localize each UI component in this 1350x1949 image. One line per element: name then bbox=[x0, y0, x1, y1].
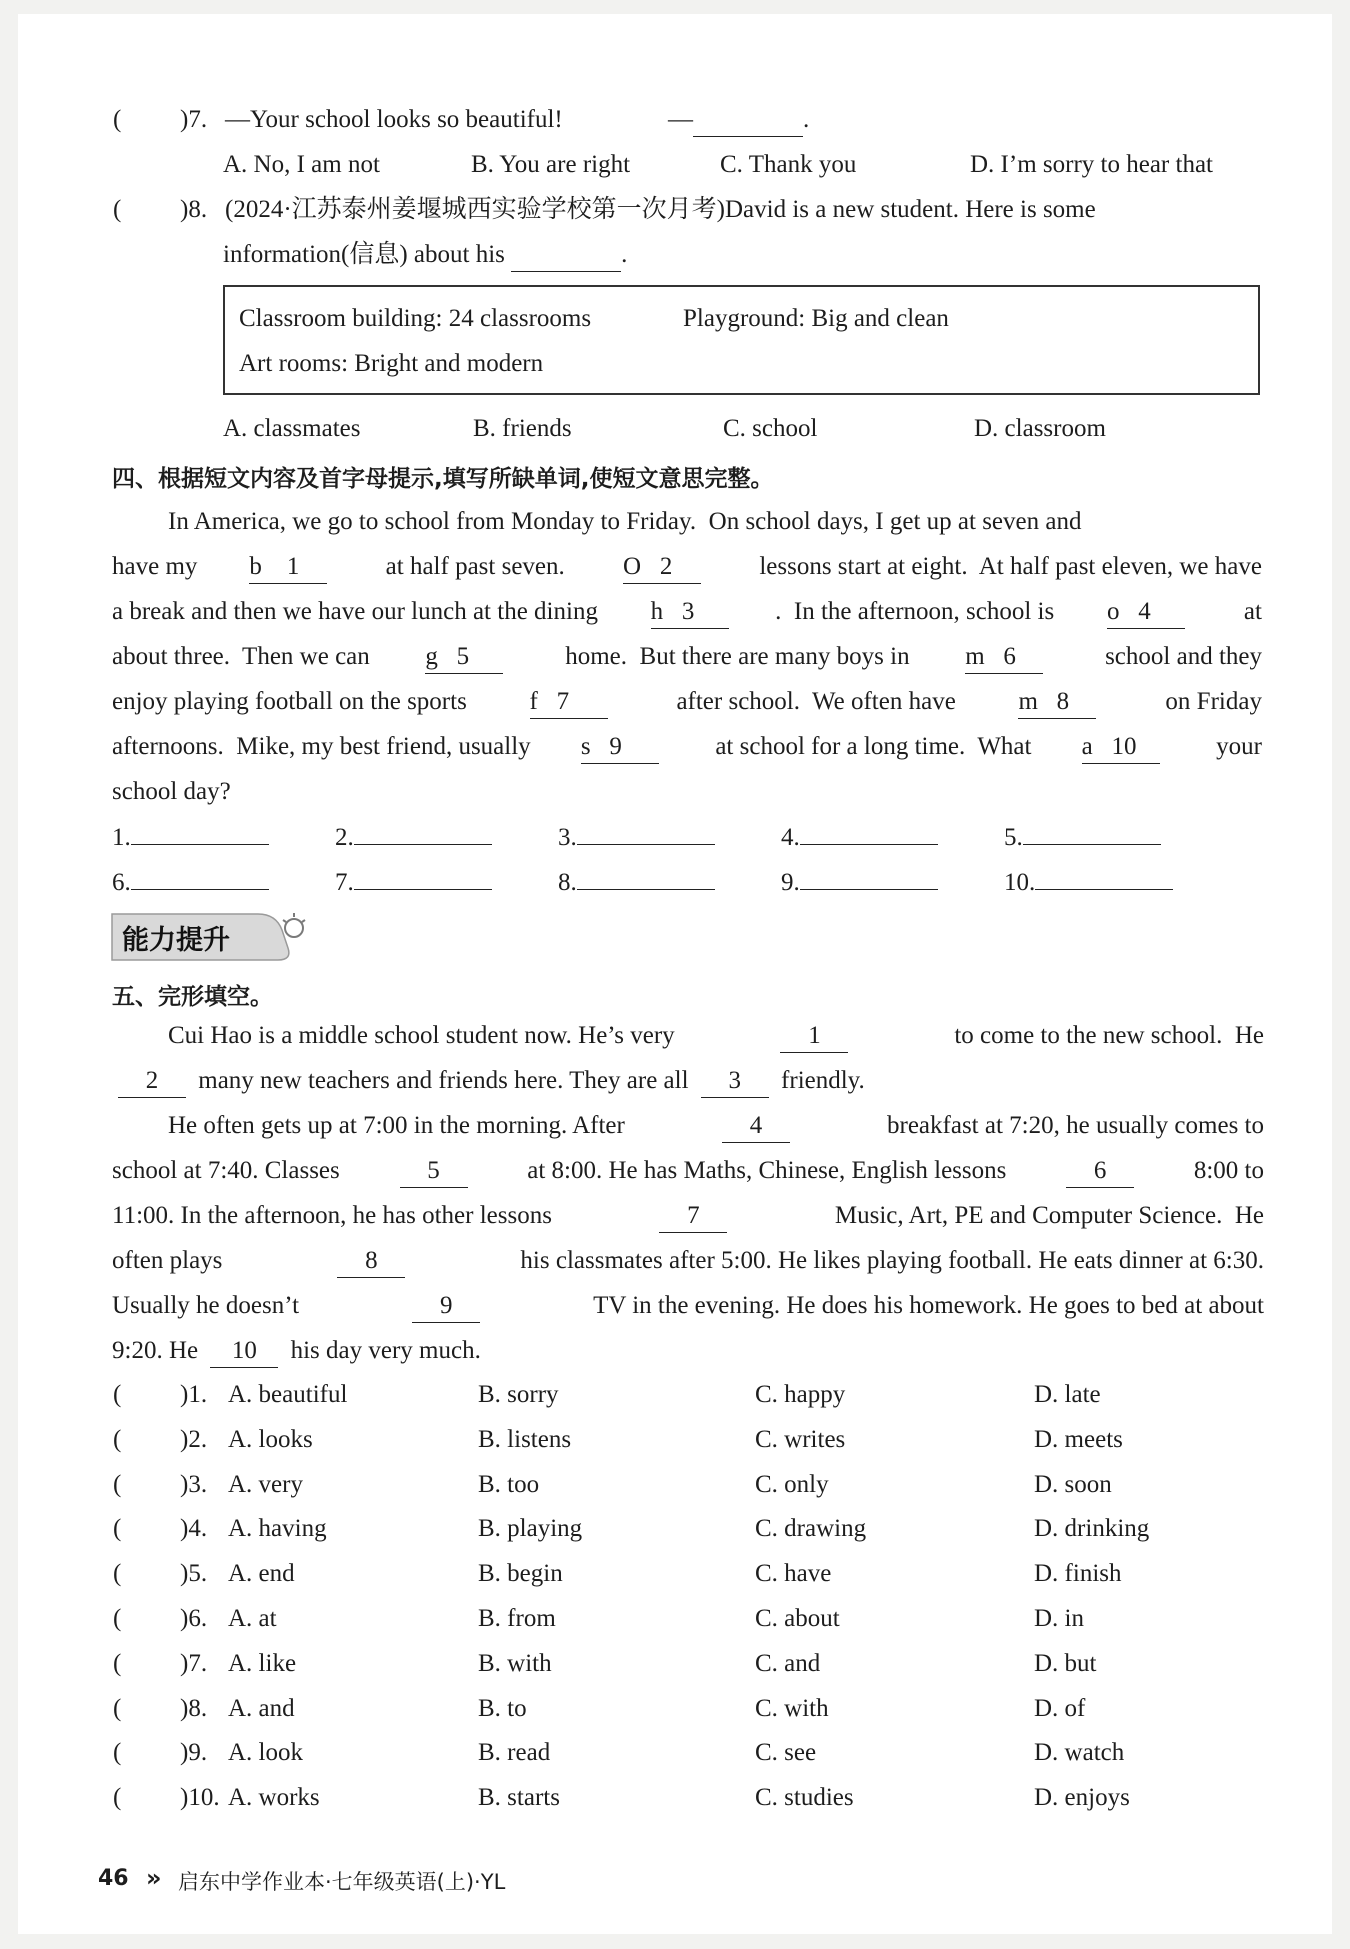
section5-text: to come to the new school. He bbox=[948, 1022, 1264, 1049]
answer-line[interactable] bbox=[781, 865, 938, 899]
option-a: A. end bbox=[228, 1560, 295, 1588]
option-a: A. at bbox=[228, 1605, 277, 1632]
q8-paren: ( bbox=[113, 196, 122, 223]
option-d: D. watch bbox=[1034, 1739, 1125, 1767]
section4-blank[interactable]: m 6 bbox=[965, 641, 1043, 674]
q8-option-d: D. classroom bbox=[974, 415, 1106, 442]
section4-heading: 四、根据短文内容及首字母提示,填写所缺单词,使短文意思完整。 bbox=[112, 466, 774, 492]
q8-box-playground: Playground: Big and clean bbox=[683, 305, 949, 332]
section4-line bbox=[168, 506, 1262, 538]
answer-line[interactable] bbox=[335, 865, 492, 899]
answer-underline[interactable] bbox=[577, 820, 715, 845]
q8-prompt-line2: information(信息) about his . bbox=[223, 239, 627, 272]
option-a: A. works bbox=[228, 1784, 320, 1812]
section5-line bbox=[112, 1200, 1264, 1233]
section4-text: at bbox=[1231, 598, 1262, 625]
section5-text: friendly. bbox=[774, 1067, 865, 1094]
section4-text: . In the afternoon, school is bbox=[775, 598, 1061, 625]
section4-line bbox=[112, 731, 1262, 764]
option-c: C. and bbox=[755, 1649, 821, 1677]
option-c: C. writes bbox=[755, 1425, 846, 1453]
question-number: )4. bbox=[180, 1515, 208, 1543]
question-paren: ( bbox=[113, 1649, 122, 1677]
answer-label: 3. bbox=[558, 824, 577, 851]
question-paren: ( bbox=[113, 1381, 122, 1408]
section5-text: 9:20. He bbox=[112, 1337, 205, 1364]
option-c: C. drawing bbox=[755, 1515, 867, 1543]
answer-label: 7. bbox=[335, 869, 354, 896]
section4-text: school day? bbox=[112, 778, 231, 805]
answer-line[interactable] bbox=[1004, 820, 1161, 854]
answer-line[interactable] bbox=[558, 820, 715, 854]
section4-blank[interactable]: g 5 bbox=[425, 641, 503, 674]
section5-text: Usually he doesn’t bbox=[112, 1292, 306, 1319]
section5-line bbox=[168, 1020, 1264, 1053]
q7-answer-blank[interactable]: — . bbox=[668, 104, 809, 137]
question-paren: ( bbox=[113, 1425, 122, 1453]
answer-label: 6. bbox=[112, 869, 131, 896]
question-paren: ( bbox=[113, 1739, 122, 1767]
option-b: B. to bbox=[478, 1694, 527, 1722]
q7-option-d: D. I’m sorry to hear that bbox=[970, 151, 1213, 178]
question-number: )3. bbox=[180, 1470, 208, 1498]
question-paren: ( bbox=[113, 1560, 122, 1588]
section5-text: Cui Hao is a middle school student now. He’s very bbox=[168, 1022, 681, 1049]
option-a: A. looks bbox=[228, 1425, 313, 1453]
section4-text: lessons start at eight. At half past eleven, we have bbox=[746, 553, 1262, 580]
answer-label: 5. bbox=[1004, 824, 1023, 851]
option-c: C. with bbox=[755, 1694, 829, 1722]
answer-underline[interactable] bbox=[800, 820, 938, 845]
answer-underline[interactable] bbox=[800, 865, 938, 890]
answer-underline[interactable] bbox=[1023, 820, 1161, 845]
q8-option-c: C. school bbox=[723, 415, 818, 442]
answer-underline[interactable] bbox=[131, 820, 269, 845]
section4-text: at half past seven. bbox=[373, 553, 578, 580]
option-d: D. of bbox=[1034, 1694, 1086, 1722]
section4-blank[interactable]: h 3 bbox=[651, 596, 729, 629]
section4-line bbox=[112, 551, 1262, 584]
section4-blank[interactable]: O 2 bbox=[623, 551, 701, 584]
option-c: C. have bbox=[755, 1560, 832, 1588]
q7-paren: ( bbox=[113, 106, 122, 133]
option-b: B. with bbox=[478, 1649, 552, 1677]
answer-underline[interactable] bbox=[131, 865, 269, 890]
section5-text: many new teachers and friends here. They are all bbox=[192, 1067, 695, 1094]
cloze-blank[interactable]: 1 bbox=[780, 1020, 848, 1053]
section4-text: your bbox=[1203, 733, 1262, 760]
q8-option-a: A. classmates bbox=[223, 415, 361, 442]
section5-line bbox=[112, 1290, 1264, 1323]
option-d: D. but bbox=[1034, 1649, 1097, 1677]
question-paren: ( bbox=[113, 1605, 122, 1632]
section5-text: Music, Art, PE and Computer Science. He bbox=[828, 1202, 1264, 1229]
section4-line bbox=[112, 641, 1262, 674]
option-d: D. meets bbox=[1034, 1425, 1123, 1453]
section5-line bbox=[112, 1155, 1264, 1188]
answer-label: 4. bbox=[781, 824, 800, 851]
question-paren: ( bbox=[113, 1515, 122, 1543]
option-c: C. see bbox=[755, 1739, 817, 1767]
section4-text: after school. We often have bbox=[663, 688, 963, 715]
answer-underline[interactable] bbox=[354, 820, 492, 845]
question-paren: ( bbox=[113, 1470, 122, 1498]
section4-blank[interactable]: a 10 bbox=[1082, 731, 1160, 764]
section4-text: on Friday bbox=[1152, 688, 1262, 715]
q8-box-classroom: Classroom building: 24 classrooms bbox=[239, 305, 592, 332]
answer-label: 1. bbox=[112, 824, 131, 851]
option-b: B. from bbox=[478, 1605, 556, 1632]
cloze-blank[interactable]: 6 bbox=[1066, 1155, 1134, 1188]
section4-blank[interactable]: m 8 bbox=[1018, 686, 1096, 719]
option-d: D. enjoys bbox=[1034, 1784, 1130, 1812]
answer-line[interactable] bbox=[781, 820, 938, 854]
section4-text: school and they bbox=[1092, 643, 1262, 670]
cloze-blank[interactable]: 4 bbox=[722, 1110, 790, 1143]
section4-line bbox=[112, 686, 1262, 719]
section5-text: breakfast at 7:20, he usually comes to bbox=[880, 1112, 1264, 1139]
q8-prompt-line1: (2024·江苏泰州姜堰城西实验学校第一次月考)David is a new student. Here is some bbox=[225, 196, 1096, 223]
cloze-blank[interactable]: 2 bbox=[118, 1065, 186, 1098]
section5-line bbox=[112, 1065, 865, 1098]
option-a: A. beautiful bbox=[228, 1381, 348, 1408]
section4-text: a break and then we have our lunch at the dining bbox=[112, 598, 605, 625]
question-number: )6. bbox=[180, 1605, 208, 1632]
section4-text: about three. Then we can bbox=[112, 643, 377, 670]
section5-line bbox=[168, 1110, 1264, 1143]
section4-blank[interactable]: s 9 bbox=[581, 731, 659, 764]
section5-text: He often gets up at 7:00 in the morning. After bbox=[168, 1112, 632, 1139]
section5-text: at 8:00. He has Maths, Chinese, English lessons bbox=[520, 1157, 1013, 1184]
option-c: C. happy bbox=[755, 1381, 846, 1408]
option-d: D. late bbox=[1034, 1381, 1101, 1408]
question-number: )10. bbox=[180, 1784, 220, 1812]
option-b: B. read bbox=[478, 1739, 551, 1767]
q8-info-box bbox=[223, 285, 1260, 395]
option-a: A. and bbox=[228, 1694, 295, 1722]
question-paren: ( bbox=[113, 1784, 122, 1812]
q8-prompt-text: information(信息) about his bbox=[223, 241, 505, 268]
cloze-blank[interactable]: 5 bbox=[400, 1155, 468, 1188]
section5-line bbox=[112, 1245, 1264, 1278]
option-a: A. like bbox=[228, 1649, 297, 1677]
option-d: D. finish bbox=[1034, 1560, 1122, 1588]
answer-label: 2. bbox=[335, 824, 354, 851]
section5-text: 11:00. In the afternoon, he has other lessons bbox=[112, 1202, 559, 1229]
question-paren: ( bbox=[113, 1694, 122, 1722]
answer-underline[interactable] bbox=[577, 865, 715, 890]
answer-line[interactable] bbox=[112, 820, 269, 854]
q7-prompt: —Your school looks so beautiful! bbox=[225, 106, 563, 133]
q7-option-a: A. No, I am not bbox=[223, 151, 380, 178]
page-number: 46 bbox=[98, 1866, 129, 1891]
section4-blank[interactable]: f 7 bbox=[530, 686, 608, 719]
option-c: C. only bbox=[755, 1470, 829, 1498]
section4-text: In America, we go to school from Monday to Friday. On school days, I get up at seven and bbox=[168, 508, 1082, 535]
question-number: )1. bbox=[180, 1381, 208, 1408]
section5-heading: 五、完形填空。 bbox=[112, 984, 273, 1010]
answer-underline[interactable] bbox=[354, 865, 492, 890]
section5-text: his day very much. bbox=[284, 1337, 481, 1364]
question-number: )7. bbox=[180, 1649, 208, 1677]
q8-box-art-rooms: Art rooms: Bright and modern bbox=[239, 350, 544, 377]
cloze-blank[interactable]: 9 bbox=[412, 1290, 480, 1323]
answer-line[interactable] bbox=[335, 820, 492, 854]
option-a: A. having bbox=[228, 1515, 327, 1543]
option-b: B. playing bbox=[478, 1515, 583, 1543]
option-c: C. about bbox=[755, 1605, 840, 1632]
section4-line bbox=[112, 596, 1262, 629]
section4-text: at school for a long time. What bbox=[702, 733, 1038, 760]
option-b: B. listens bbox=[478, 1425, 572, 1453]
section4-text: enjoy playing football on the sports bbox=[112, 688, 474, 715]
section5-text: school at 7:40. Classes bbox=[112, 1157, 347, 1184]
section5-text: TV in the evening. He does his homework. He goes to bed at about bbox=[587, 1292, 1264, 1319]
option-b: B. sorry bbox=[478, 1381, 559, 1408]
q7-option-b: B. You are right bbox=[471, 151, 631, 178]
answer-line[interactable] bbox=[558, 865, 715, 899]
section4-blank[interactable]: b 1 bbox=[249, 551, 327, 584]
book-title: 启东中学作业本·七年级英语(上)·YL bbox=[178, 1870, 506, 1894]
option-d: D. in bbox=[1034, 1605, 1084, 1632]
cloze-blank[interactable]: 7 bbox=[659, 1200, 727, 1233]
question-number: )2. bbox=[180, 1425, 208, 1453]
cloze-blank[interactable]: 3 bbox=[701, 1065, 769, 1098]
section4-text: afternoons. Mike, my best friend, usually bbox=[112, 733, 537, 760]
q7-dash: — bbox=[668, 106, 693, 133]
option-b: B. begin bbox=[478, 1560, 563, 1588]
option-c: C. studies bbox=[755, 1784, 854, 1812]
question-number: )9. bbox=[180, 1739, 208, 1767]
answer-line[interactable] bbox=[112, 865, 269, 899]
q8-number: )8. bbox=[180, 196, 208, 223]
q8-option-b: B. friends bbox=[473, 415, 572, 442]
answer-label: 9. bbox=[781, 869, 800, 896]
ability-banner bbox=[108, 908, 308, 966]
option-b: B. starts bbox=[478, 1784, 560, 1812]
section5-line bbox=[112, 1335, 481, 1368]
q8-answer-blank[interactable] bbox=[511, 239, 621, 272]
section5-text: his classmates after 5:00. He likes playing football. He eats dinner at 6:30. bbox=[514, 1247, 1264, 1274]
section4-line bbox=[112, 776, 231, 808]
answer-line[interactable] bbox=[1004, 865, 1173, 899]
section4-text: have my bbox=[112, 553, 204, 580]
option-a: A. look bbox=[228, 1739, 303, 1767]
q7-number: )7. bbox=[180, 106, 208, 133]
option-d: D. drinking bbox=[1034, 1515, 1150, 1543]
option-b: B. too bbox=[478, 1470, 540, 1498]
section5-text: often plays bbox=[112, 1247, 229, 1274]
q7-option-c: C. Thank you bbox=[720, 151, 857, 178]
question-number: )5. bbox=[180, 1560, 208, 1588]
option-d: D. soon bbox=[1034, 1470, 1112, 1498]
answer-label: 8. bbox=[558, 869, 577, 896]
cloze-blank[interactable]: 10 bbox=[210, 1335, 278, 1368]
answer-label: 10. bbox=[1004, 869, 1036, 896]
cloze-blank[interactable]: 8 bbox=[337, 1245, 405, 1278]
question-number: )8. bbox=[180, 1694, 208, 1722]
answer-underline[interactable] bbox=[1035, 865, 1173, 890]
double-chevron-icon: » bbox=[146, 1864, 162, 1892]
section4-text: home. But there are many boys in bbox=[552, 643, 916, 670]
banner-label: 能力提升 bbox=[122, 925, 230, 956]
section4-blank[interactable]: o 4 bbox=[1107, 596, 1185, 629]
section5-text: 8:00 to bbox=[1187, 1157, 1264, 1184]
option-a: A. very bbox=[228, 1470, 303, 1498]
